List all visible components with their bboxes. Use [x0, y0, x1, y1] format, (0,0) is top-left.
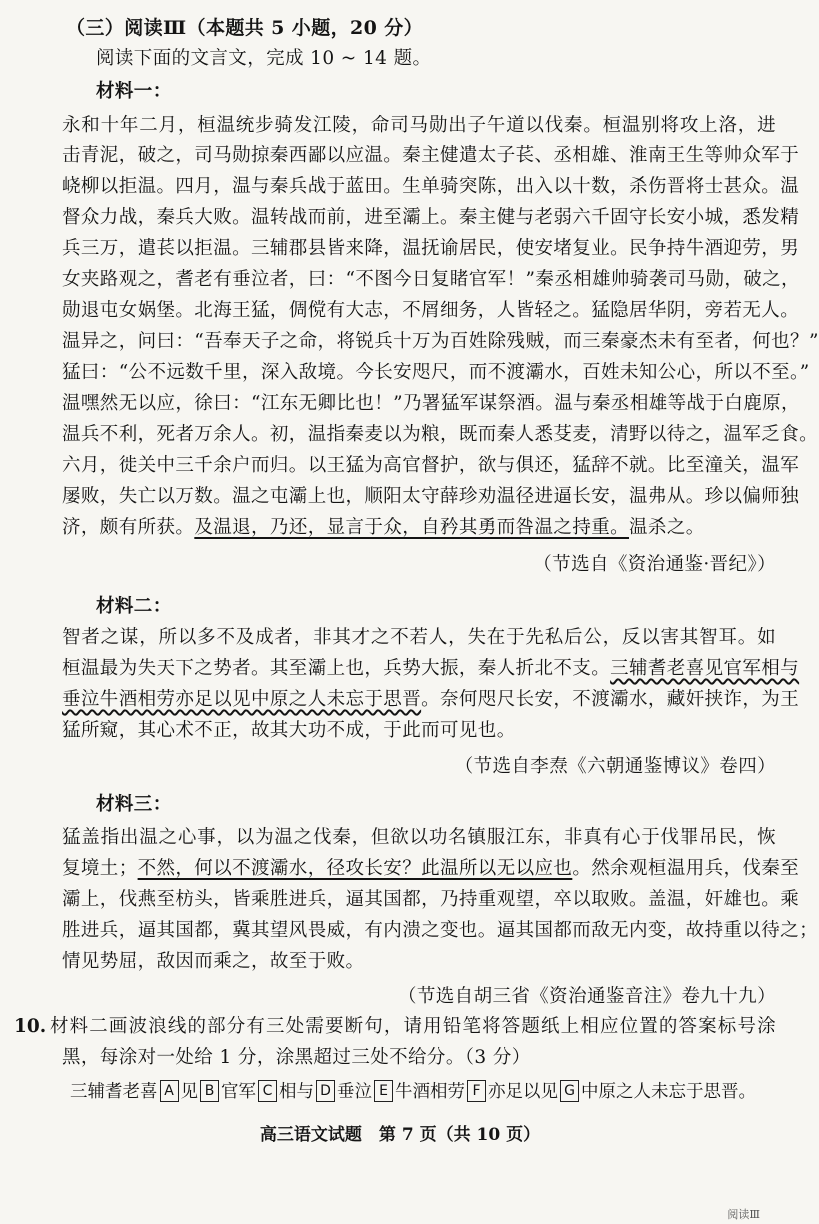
- material1-line: 勋退屯女娲堡。北海王猛，倜傥有大志，不屑细务，人皆轻之。猛隐居华阴，旁若无人。: [62, 300, 800, 321]
- material1-line: 永和十年二月，桓温统步骑发江陵，命司马勋出子午道以伐秦。桓温别将攻上洛，进: [62, 115, 776, 136]
- material1-source: （节选自《资治通鉴·晋纪》）: [533, 554, 776, 575]
- page-footer: 高三语文试题 第 7 页（共 10 页）: [259, 1125, 541, 1145]
- segment-text: 垂泣: [337, 1082, 372, 1102]
- material2-line: [62, 654, 800, 684]
- material3-line: 猛盖指出温之心事，以为温之伐秦，但欲以功名镇服江东，非真有心于伐罪吊民，恢: [62, 827, 776, 848]
- material2-line: 猛所窥，其心术不正，故其大功不成，于此而可见也。: [62, 720, 516, 741]
- material1-line: 温兵不利，死者万余人。初，温指秦麦以为粮，既而秦人悉芟麦，清野以待之，温军乏食。: [62, 424, 819, 445]
- question-number: 10.: [14, 1016, 47, 1037]
- material1-last-line: [62, 513, 776, 543]
- answer-box-e[interactable]: E: [374, 1080, 393, 1102]
- segment-text: 三辅耆老喜: [70, 1082, 158, 1102]
- text-span: 。然余观桓温用兵，伐秦至: [572, 858, 800, 879]
- answer-box-c[interactable]: C: [258, 1080, 277, 1102]
- material3-line: 胜进兵，逼其国都，冀其望风畏威，有内溃之变也。逼其国都而敌无内变，故持重以待之；: [62, 920, 819, 941]
- text-span: 桓温最为失天下之势者。其至灞上也，兵势大振，秦人折北不支。: [62, 658, 611, 679]
- material1-label: 材料一：: [96, 81, 172, 102]
- material3-source: （节选自胡三省《资治通鉴音注》卷九十九）: [397, 986, 776, 1007]
- material1-line: 猛曰：“公不远数千里，深入敌境。今长安咫尺，而不渡灞水，百姓未知公心，所以不至。”: [62, 362, 810, 383]
- material2-line: 智者之谋，所以多不及成者，非其才之不若人，失在于先私后公，反以害其智耳。如: [62, 627, 776, 648]
- wavy-passage: 垂泣牛酒相劳亦足以见中原之人未忘于思晋: [62, 689, 422, 710]
- question-text: [48, 1012, 776, 1042]
- question-text-line: 黑，每涂对一处给 1 分，涂黑超过三处不给分。（3 分）: [62, 1047, 531, 1068]
- text-span: 温杀之。: [629, 517, 705, 538]
- answer-box-g[interactable]: G: [560, 1080, 579, 1102]
- segment-text: 见: [180, 1082, 198, 1102]
- question-text-line: 材料二画波浪线的部分有三处需要断句，请用铅笔将答题纸上相应位置的答案标号涂: [50, 1016, 776, 1037]
- material1-line: 六月，徙关中三千余户而归。以王猛为高官督护，欲与俱还，猛辞不就。比至潼关，温军: [62, 455, 800, 476]
- material2-label: 材料二：: [96, 596, 172, 617]
- segment-text: 亦足以见: [488, 1082, 558, 1102]
- segment-text: 中原之人未忘于思晋。: [581, 1082, 756, 1102]
- material1-line: 击青泥，破之，司马勋掠秦西鄙以应温。秦主健遣太子苌、丞相雄、淮南王生等帅众军于: [62, 145, 800, 166]
- segment-text: 相与: [279, 1082, 314, 1102]
- answer-box-f[interactable]: F: [467, 1080, 486, 1102]
- material1-line: 温嘿然无以应，徐曰：“江东无卿比也！”乃署猛军谋祭酒。温与秦丞相雄等战于白鹿原，: [62, 393, 800, 414]
- segment-text: 官军: [221, 1082, 256, 1102]
- segment-text: 牛酒相劳: [395, 1082, 465, 1102]
- material1-line: 屡败，失亡以万数。温之屯灞上也，顺阳太守薛珍劝温径进逼长安，温弗从。珍以偏师独: [62, 486, 800, 507]
- material3-line: [62, 854, 800, 884]
- material1-line: 温异之，问曰：“吾奉天子之命，将锐兵十万为百姓除残贼，而三秦豪杰未有至者，何也？”: [62, 331, 819, 352]
- material1-line: 女夹路观之，耆老有垂泣者，曰：“不图今日复睹官军！”秦丞相雄帅骑袭司马勋，破之，: [62, 269, 800, 290]
- answer-segmentation-row: [70, 1077, 780, 1107]
- section-title: （三）阅读Ⅲ（本题共 5 小题，20 分）: [66, 17, 424, 39]
- underlined-passage: 及温退，乃还，显言于众，自矜其勇而咎温之持重。: [194, 517, 630, 538]
- material1-line: 兵三万，遣苌以拒温。三辅郡县皆来降，温抚谕居民，使安堵复业。民争持牛酒迎劳，男: [62, 238, 800, 259]
- underlined-passage: 不然，何以不渡灞水，径攻长安？此温所以无以应也: [137, 858, 573, 879]
- material2-source: （节选自李焘《六朝通鉴博议》卷四）: [454, 756, 776, 777]
- material1-line: 督众力战，秦兵大败。温转战而前，进至灞上。秦主健与老弱六千固守长安小城，悉发精: [62, 207, 800, 228]
- section-instruction: 阅读下面的文言文，完成 10 ~ 14 题。: [96, 48, 432, 69]
- material1-line: 峣柳以拒温。四月，温与秦兵战于蓝田。生单骑突陈，出入以十数，杀伤晋将士甚众。温: [62, 176, 800, 197]
- text-span: 。奈何咫尺长安，不渡灞水，藏奸挟诈，为王: [421, 689, 800, 710]
- material3-line: 情见势屈，敌因而乘之，故至于败。: [62, 951, 365, 972]
- material3-label: 材料三：: [96, 794, 172, 815]
- answer-box-d[interactable]: D: [316, 1080, 335, 1102]
- text-span: 复境土；: [62, 858, 138, 879]
- text-span: 济，颇有所获。: [62, 517, 195, 538]
- material2-line: [62, 685, 800, 715]
- wavy-passage: 三辅耆老喜见官军相与: [610, 658, 800, 679]
- answer-box-b[interactable]: B: [200, 1080, 219, 1102]
- answer-box-a[interactable]: A: [160, 1080, 179, 1102]
- corner-mark: 阅读Ⅲ: [727, 1208, 760, 1221]
- material3-line: 灞上，伐燕至枋头，皆乘胜进兵，逼其国都，乃持重观望，卒以取败。盖温，奸雄也。乘: [62, 889, 800, 910]
